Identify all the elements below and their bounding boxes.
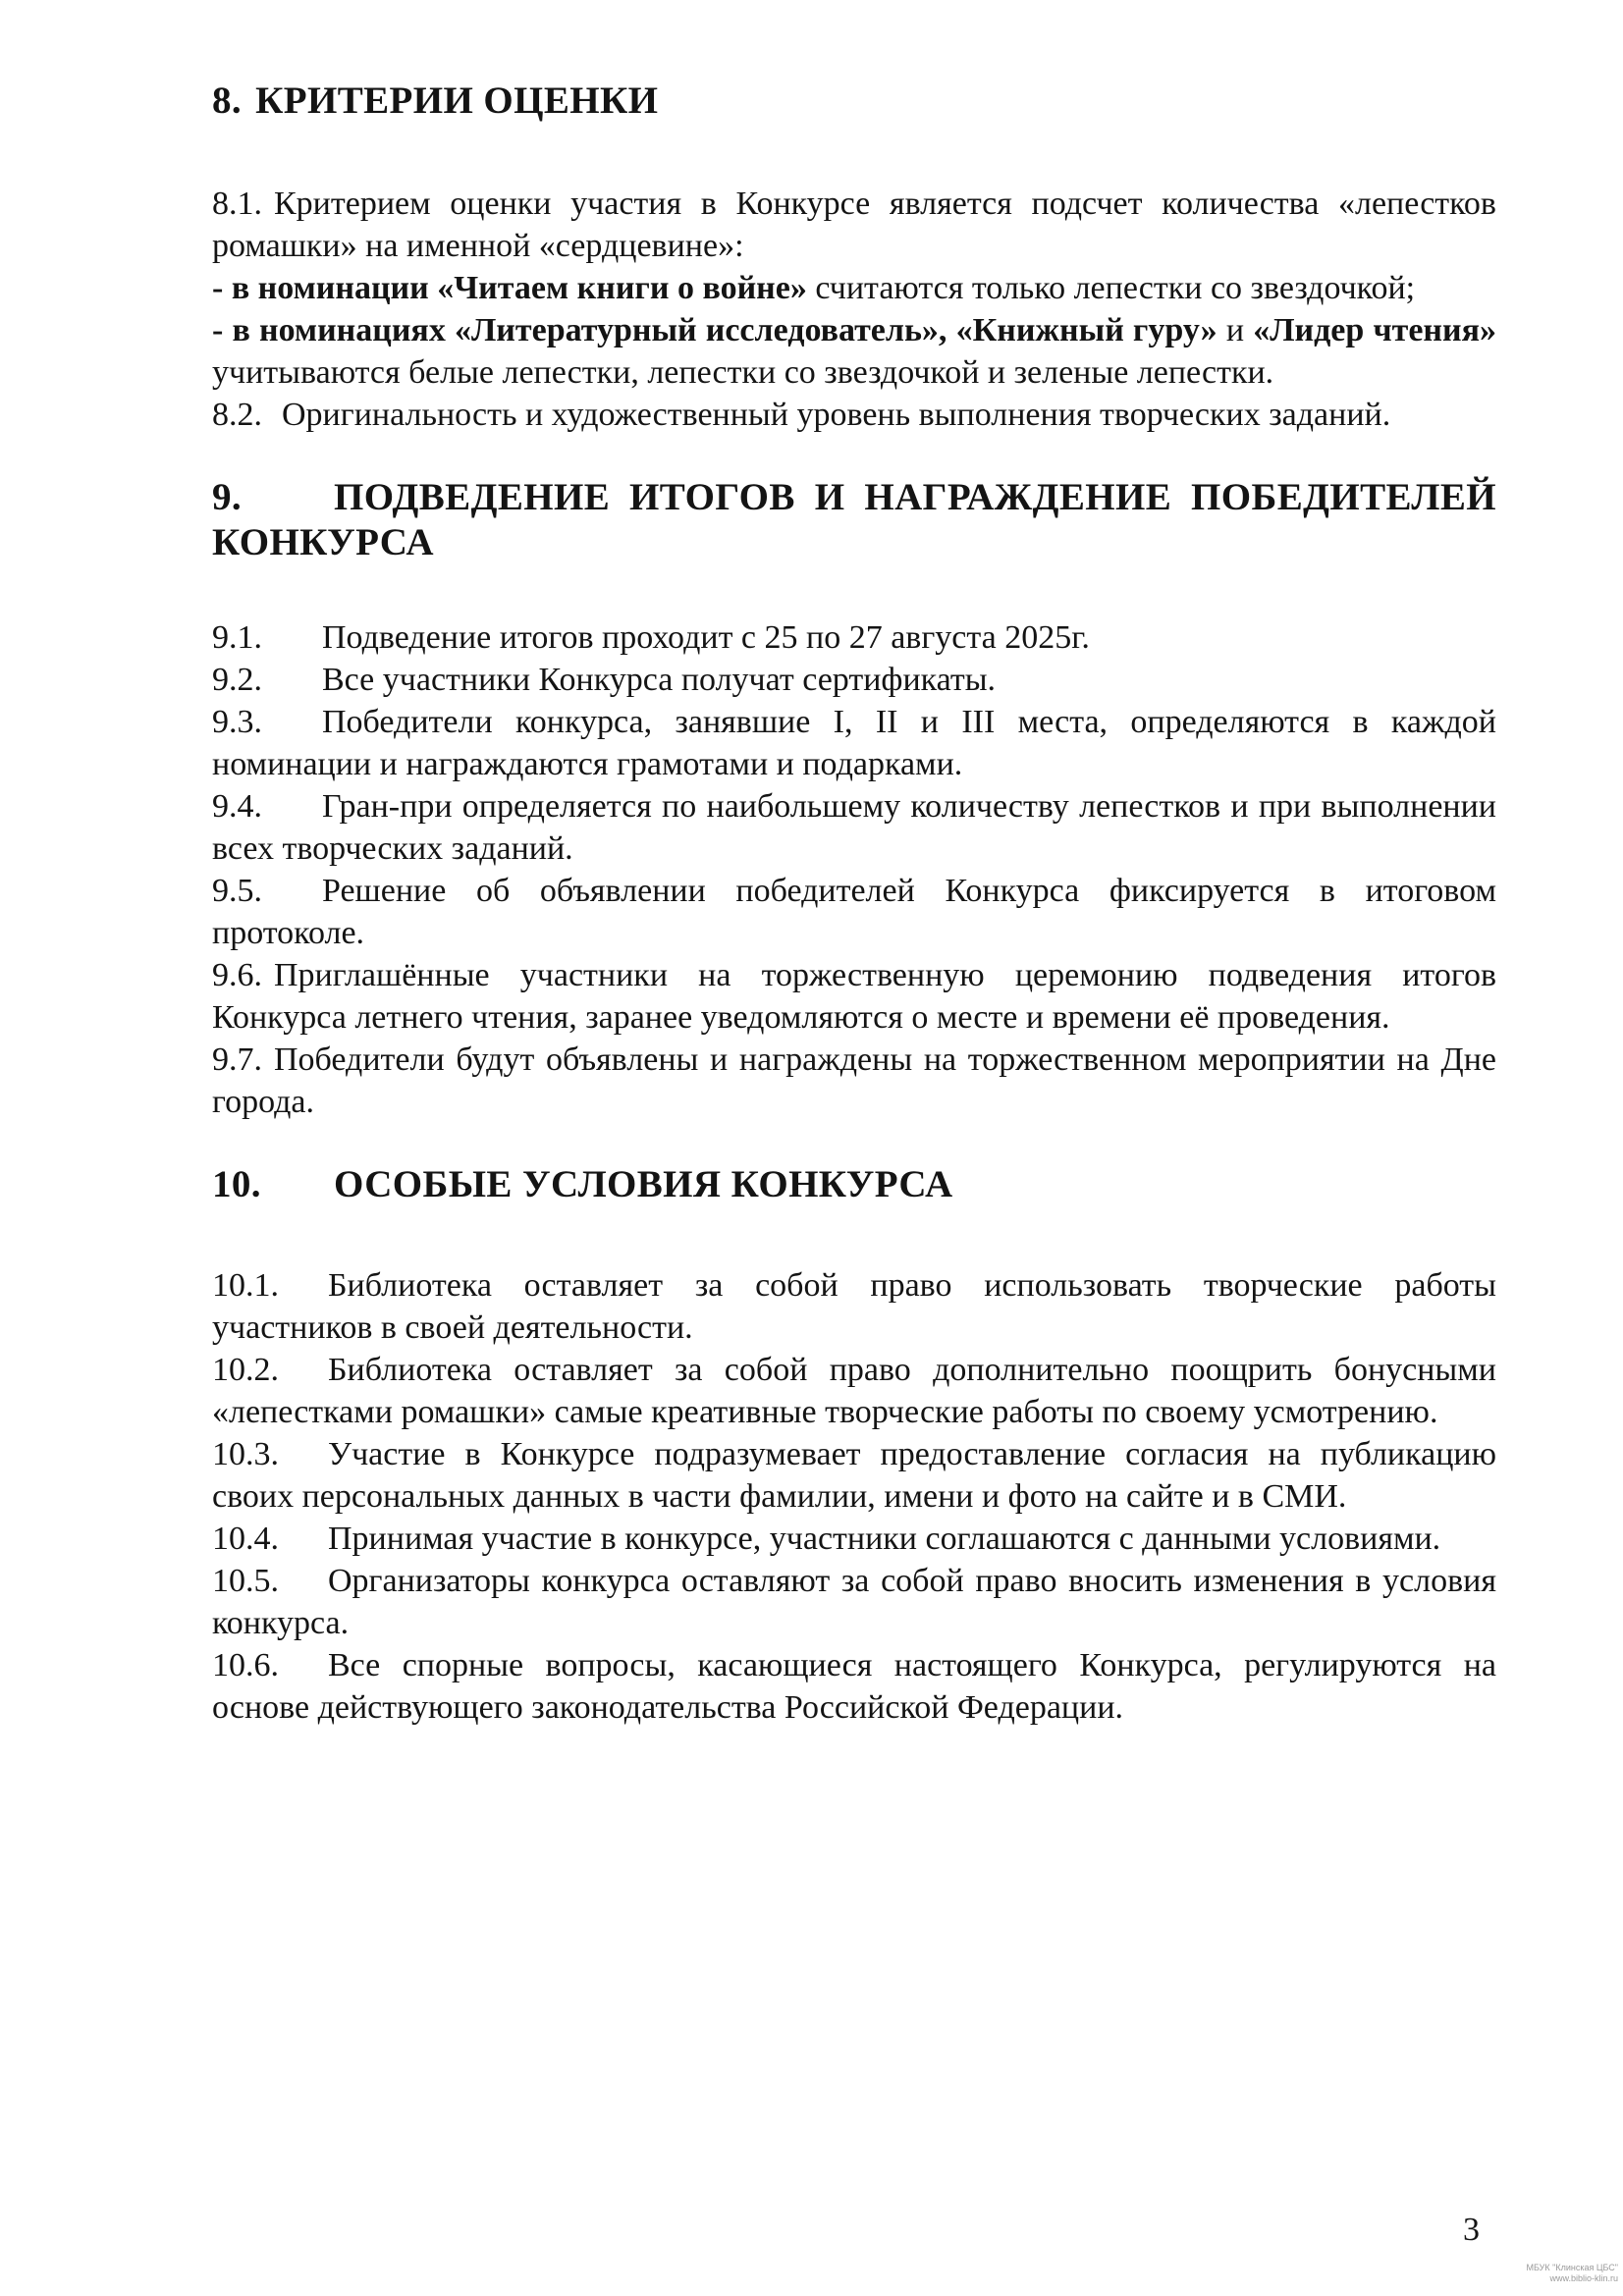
bullet-2-bold-2: «Лидер чтения» <box>1253 312 1496 348</box>
item-8-1-number: 8.1. <box>212 186 262 222</box>
section-10-number: 10. <box>212 1163 261 1205</box>
section-8-number: 8. <box>212 80 243 122</box>
item-8-1-bullet-2 <box>212 309 1496 394</box>
list-item-number: 9.2. <box>212 662 262 698</box>
section-8-heading <box>212 79 1496 124</box>
item-8-2-text: Оригинальность и художественный уровень выполнения творческих заданий. <box>282 397 1391 433</box>
list-item-text: Организаторы конкурса оставляют за собой право вносить изменения в условия конкурса. <box>212 1563 1496 1641</box>
list-item <box>212 1349 1496 1433</box>
bullet-2-mid: и <box>1217 312 1254 348</box>
section-10-title: ОСОБЫЕ УСЛОВИЯ КОНКУРСА <box>334 1163 953 1205</box>
list-item-text: Приглашённые участники на торжественную церемонию подведения итогов Конкурса летнего чтения, заранее уведомляются о месте и времени её проведения. <box>212 957 1496 1036</box>
list-item-number: 10.2. <box>212 1352 279 1388</box>
watermark-line-2: www.biblio-klin.ru <box>1549 2273 1618 2283</box>
item-8-1-bullet-1 <box>212 267 1496 309</box>
bullet-2-bold-1: - в номинациях «Литературный исследователь», «Книжный гуру» <box>212 312 1217 348</box>
section-8-title: КРИТЕРИИ ОЦЕНКИ <box>255 80 659 122</box>
list-item <box>212 1039 1496 1123</box>
watermark-line-1: МБУК "Клинская ЦБС" <box>1526 2263 1618 2272</box>
list-item <box>212 954 1496 1039</box>
item-8-1 <box>212 183 1496 267</box>
list-item-text: Гран-при определяется по наибольшему количеству лепестков и при выполнении всех творческих заданий. <box>212 788 1496 867</box>
item-8-2 <box>212 394 1496 436</box>
list-item <box>212 659 1496 701</box>
list-item-number: 9.3. <box>212 704 262 740</box>
list-item-number: 9.7. <box>212 1041 262 1078</box>
list-item-number: 9.1. <box>212 619 262 656</box>
watermark-stamp <box>1492 2263 1618 2284</box>
list-item-number: 10.6. <box>212 1647 279 1683</box>
list-item-text: Победители конкурса, занявшие I, II и III места, определяются в каждой номинации и награждаются грамотами и подарками. <box>212 704 1496 782</box>
item-8-1-text: Критерием оценки участия в Конкурсе является подсчет количества «лепестков ромашки» на именной «сердцевине»: <box>212 186 1496 264</box>
list-item <box>212 1644 1496 1729</box>
list-item <box>212 1560 1496 1644</box>
list-item-text: Все спорные вопросы, касающиеся настоящего Конкурса, регулируются на основе действующего законодательства Российской Федерации. <box>212 1647 1496 1726</box>
list-item-text: Библиотека оставляет за собой право дополнительно поощрить бонусными «лепестками ромашки» самые креативные творческие работы по своему усмотрению. <box>212 1352 1496 1430</box>
list-item <box>212 870 1496 954</box>
list-item-number: 9.4. <box>212 788 262 825</box>
list-item-text: Подведение итогов проходит с 25 по 27 августа 2025г. <box>322 619 1090 656</box>
section-9-heading <box>212 475 1496 565</box>
list-item-number: 9.6. <box>212 957 262 993</box>
list-item <box>212 616 1496 659</box>
section-10-list <box>212 1264 1496 1729</box>
list-item-text: Принимая участие в конкурсе, участники соглашаются с данными условиями. <box>328 1521 1441 1557</box>
list-item <box>212 1433 1496 1518</box>
list-item-text: Победители будут объявлены и награждены на торжественном мероприятии на Дне города. <box>212 1041 1496 1120</box>
list-item-text: Решение об объявлении победителей Конкурса фиксируется в итоговом протоколе. <box>212 873 1496 951</box>
section-9-title: ПОДВЕДЕНИЕ ИТОГОВ И НАГРАЖДЕНИЕ ПОБЕДИТЕЛЕЙ КОНКУРСА <box>212 476 1496 563</box>
list-item <box>212 1518 1496 1560</box>
item-8-2-number: 8.2. <box>212 397 262 433</box>
section-9-list <box>212 616 1496 1123</box>
section-10-heading <box>212 1162 1496 1207</box>
page-number: 3 <box>1463 2212 1480 2248</box>
document-body <box>212 79 1496 1729</box>
bullet-1-text: считаются только лепестки со звездочкой; <box>806 270 1416 306</box>
list-item <box>212 701 1496 785</box>
list-item-number: 10.5. <box>212 1563 279 1599</box>
bullet-1-bold: - в номинации «Читаем книги о войне» <box>212 270 807 306</box>
list-item-text: Участие в Конкурсе подразумевает предоставление согласия на публикацию своих персональных данных в части фамилии, имени и фото на сайте и в СМИ. <box>212 1436 1496 1515</box>
list-item-number: 10.1. <box>212 1267 279 1304</box>
section-9-number: 9. <box>212 476 243 518</box>
bullet-2-text: учитываются белые лепестки, лепестки со звездочкой и зеленые лепестки. <box>212 354 1274 391</box>
list-item <box>212 1264 1496 1349</box>
list-item-number: 10.4. <box>212 1521 279 1557</box>
list-item-text: Библиотека оставляет за собой право использовать творческие работы участников в своей деятельности. <box>212 1267 1496 1346</box>
list-item-number: 10.3. <box>212 1436 279 1472</box>
list-item <box>212 785 1496 870</box>
list-item-number: 9.5. <box>212 873 262 909</box>
list-item-text: Все участники Конкурса получат сертификаты. <box>322 662 997 698</box>
